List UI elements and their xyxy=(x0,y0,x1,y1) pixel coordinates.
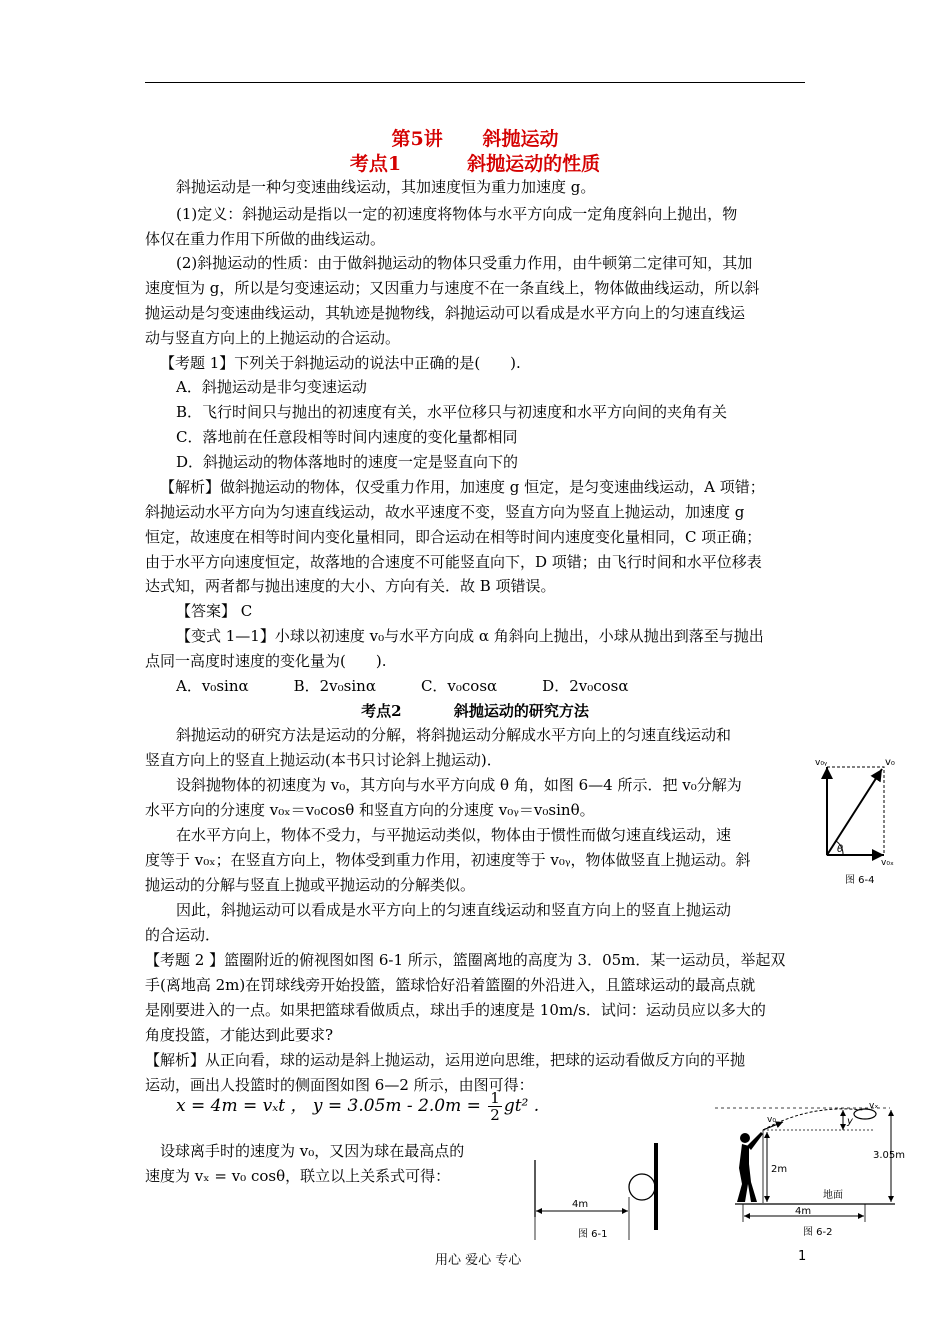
v0-arrow xyxy=(827,769,882,855)
option-b: B．飞行时间只与抛出的初速度有关，水平位移只与初速度和水平方向间的夹角有关 xyxy=(176,403,728,421)
equation-right: gt² . xyxy=(503,1096,540,1116)
solution-line: 由于水平方向速度恒定，故落地的合速度不可能竖直向下，D 项错；由飞行时间和水平位移表 xyxy=(145,553,762,571)
solution-line: 运动，画出人投篮时的侧面图如图 6—2 所示，由图可得： xyxy=(145,1076,534,1094)
page-number: 1 xyxy=(798,1249,807,1264)
distance-label: 4m xyxy=(572,1199,589,1210)
footer-text: 用心 爱心 专心 xyxy=(435,1253,522,1268)
paragraph-line: 体仅在重力作用下所做的曲线运动。 xyxy=(145,230,386,248)
answer-line: 【答案】 C xyxy=(176,602,253,620)
label-theta: θ xyxy=(837,844,844,855)
solution-line: 速度为 vₓ = v₀ cosθ，联立以上关系式可得： xyxy=(145,1167,451,1185)
paragraph-line: 抛运动是匀变速曲线运动，其轨迹是抛物线，斜抛运动可以看成是水平方向上的匀速直线运 xyxy=(145,304,746,322)
option-a: A．斜抛运动是非匀变速运动 xyxy=(176,378,367,396)
paragraph-line: (2)斜抛运动的性质：由于做斜抛运动的物体只受重力作用，由牛顿第二定律可知，其加 xyxy=(176,254,753,272)
caption-6-2: 图 6-2 xyxy=(803,1227,833,1238)
question-2: 角度投篮，才能达到此要求? xyxy=(145,1026,334,1044)
paragraph-line: 的合运动． xyxy=(145,926,221,944)
paragraph-line: 速度恒为 g，所以是匀变速运动；又因重力与速度不在一条直线上，物体做曲线运动，所以斜 xyxy=(145,279,760,297)
option-c: C．落地前在任意段相等时间内速度的变化量都相同 xyxy=(176,428,518,446)
variant-question: 点同一高度时速度的变化量为( ). xyxy=(145,652,387,670)
solution-line: 设球离手时的速度为 v₀，又因为球在最高点的 xyxy=(160,1142,465,1160)
paragraph-line: 动与竖直方向上的上抛运动的合运动。 xyxy=(145,329,401,347)
equation-fraction xyxy=(488,1090,502,1123)
label-v0: v₀ xyxy=(885,757,895,768)
paragraph-line: 度等于 v₀ₓ；在竖直方向上，物体受到重力作用，初速度等于 v₀ᵧ，物体做竖直上抛运动。斜 xyxy=(145,851,751,869)
paragraph-line: 竖直方向上的竖直上抛运动(本书只讨论斜上抛运动)． xyxy=(145,751,502,769)
lecture-title: 第5讲 斜抛运动 xyxy=(391,128,559,150)
label-y: y xyxy=(847,1116,853,1127)
paragraph-line: (1)定义：斜抛运动是指以一定的初速度将物体与水平方向成一定角度斜向上抛出，物 xyxy=(176,205,738,223)
option-d: D．斜抛运动的物体落地时的速度一定是竖直向下的 xyxy=(176,453,519,471)
label-v0y: v₀ᵧ xyxy=(815,758,828,768)
solution-line: 斜抛运动水平方向为匀速直线运动，故水平速度不变，竖直方向为竖直上抛运动，加速度 g xyxy=(145,503,745,521)
figure-6-1 xyxy=(520,1135,690,1250)
label-2m: 2m xyxy=(771,1164,788,1175)
variant-question: 【变式 1—1】小球以初速度 v₀与水平方向成 α 角斜向上抛出，小球从抛出到落至与抛出 xyxy=(176,627,764,645)
variant-options: A．v₀sinα B．2v₀sinα C．v₀cosα D．2v₀cosα xyxy=(176,677,629,695)
paragraph-line: 因此，斜抛运动可以看成是水平方向上的匀速直线运动和竖直方向上的竖直上抛运动 xyxy=(176,901,732,919)
label-ground: 地面 xyxy=(823,1190,843,1201)
question-2: 是刚要进入的一点。如果把篮球看做质点，球出手的速度是 10m/s．试问：运动员应以多大的 xyxy=(145,1001,766,1019)
solution-line: 达式知，两者都与抛出速度的大小、方向有关．故 B 项错误。 xyxy=(145,577,556,595)
paragraph-line: 水平方向的分速度 v₀ₓ＝v₀cosθ 和竖直方向的分速度 v₀ᵧ＝v₀sinθ。 xyxy=(145,801,595,819)
question-2: 【考题 2 】篮圈附近的俯视图如图 6-1 所示，篮圈离地的高度为 3．05m．某一运动员，举起双 xyxy=(145,951,786,969)
solution-line: 恒定，故速度在相等时间内变化量相同，即合运动在相等时间内速度变化量相同，C 项正确； xyxy=(145,528,762,546)
label-vx: vₓ xyxy=(869,1101,879,1111)
solution-line: 【解析】做斜抛运动的物体，仅受重力作用，加速度 g 恒定，是匀变速曲线运动，A 项错； xyxy=(160,478,765,496)
paragraph-line: 斜抛运动是一种匀变速曲线运动，其加速度恒为重力加速度 g。 xyxy=(176,178,596,196)
fraction-denominator: 2 xyxy=(490,1106,500,1124)
solution-line: 【解析】从正向看，球的运动是斜上抛运动，运用逆向思维，把球的运动看做反方向的平抛 xyxy=(145,1051,746,1069)
player-figure xyxy=(737,1132,763,1202)
paragraph-line: 抛运动的分解与竖直上抛或平抛运动的分解类似。 xyxy=(145,876,476,894)
equation xyxy=(176,1090,539,1123)
topic2-title: 考点2 斜抛运动的研究方法 xyxy=(361,702,589,720)
paragraph-line: 在水平方向上，物体不受力，与平抛运动类似，物体由于惯性而做匀速直线运动，速 xyxy=(176,826,732,844)
paragraph-line: 斜抛运动的研究方法是运动的分解，将斜抛运动分解成水平方向上的匀速直线运动和 xyxy=(176,726,732,744)
hoop-circle xyxy=(629,1174,655,1200)
label-4m: 4m xyxy=(795,1206,812,1217)
caption-6-1: 图 6-1 xyxy=(578,1229,608,1240)
label-v0: v₀ xyxy=(767,1115,776,1125)
question-2: 手(离地高 2m)在罚球线旁开始投篮，篮球恰好沿着篮圈的外沿进入，且篮球运动的最高点就 xyxy=(145,976,756,994)
question-1: 【考题 1】下列关于斜抛运动的说法中正确的是( ). xyxy=(160,354,521,372)
label-305m: 3.05m xyxy=(873,1150,906,1161)
header-rule xyxy=(145,82,805,83)
figure-6-4 xyxy=(815,755,910,890)
topic1-title: 考点1 斜抛运动的性质 xyxy=(349,153,601,175)
paragraph-line: 设斜抛物体的初速度为 v₀，其方向与水平方向成 θ 角，如图 6—4 所示．把 v₀分解为 xyxy=(176,776,742,794)
figure-6-2 xyxy=(715,1100,915,1245)
fraction-numerator: 1 xyxy=(490,1089,500,1107)
label-v0x: v₀ₓ xyxy=(881,858,894,868)
caption-6-4: 图 6-4 xyxy=(845,875,875,886)
equation-left: x = 4m = vₓt ， y = 3.05m - 2.0m = xyxy=(176,1096,487,1116)
